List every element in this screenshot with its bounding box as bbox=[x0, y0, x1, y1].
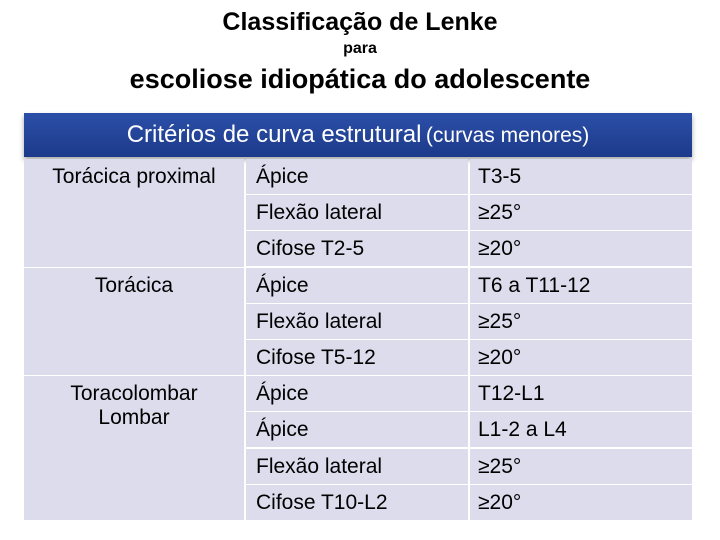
value-cell: ≥25° bbox=[470, 304, 692, 339]
value-cell: ≥20° bbox=[470, 485, 692, 520]
value-cell: T12-L1 bbox=[470, 376, 692, 411]
table-header bbox=[24, 113, 692, 157]
criterion-cell: Flexão lateral bbox=[246, 195, 468, 230]
value-cell: ≥20° bbox=[470, 231, 692, 266]
criterion-cell: Ápice bbox=[246, 376, 468, 411]
value-cell: ≥25° bbox=[470, 449, 692, 484]
value-cell: ≥20° bbox=[470, 340, 692, 375]
criterion-cell: Ápice bbox=[246, 268, 468, 303]
criterion-cell: Cifose T2-5 bbox=[246, 231, 468, 266]
criterion-cell: Flexão lateral bbox=[246, 449, 468, 484]
curve-region-cell bbox=[24, 376, 244, 520]
curve-region-label: Torácica proximal bbox=[52, 165, 216, 188]
curve-region-label: Lombar bbox=[98, 406, 170, 430]
curve-region-cell bbox=[24, 159, 244, 267]
criterion-cell: Flexão lateral bbox=[246, 304, 468, 339]
criterion-cell: Ápice bbox=[246, 159, 468, 194]
value-cell: T6 a T11-12 bbox=[470, 268, 692, 303]
curve-region-cell bbox=[24, 268, 244, 376]
curve-region-label: Torácica bbox=[94, 273, 174, 297]
title-line-1: Classificação de Lenke bbox=[222, 8, 498, 36]
criterion-cell: Cifose T5-12 bbox=[246, 340, 468, 375]
criterion-cell: Cifose T10-L2 bbox=[246, 485, 468, 520]
criterion-cell: Ápice bbox=[246, 412, 468, 447]
value-cell: L1-2 a L4 bbox=[470, 412, 692, 447]
curve-region-label: Toracolombar bbox=[70, 382, 198, 406]
value-cell: T3-5 bbox=[470, 159, 692, 194]
table-header-minor: (curvas menores) bbox=[425, 124, 590, 147]
table-header-main: Critérios de curva estrutural bbox=[126, 121, 422, 148]
title-line-2: para bbox=[343, 40, 377, 57]
title-line-3: escoliose idiopática do adolescente bbox=[129, 64, 591, 94]
value-cell: ≥25° bbox=[470, 195, 692, 230]
